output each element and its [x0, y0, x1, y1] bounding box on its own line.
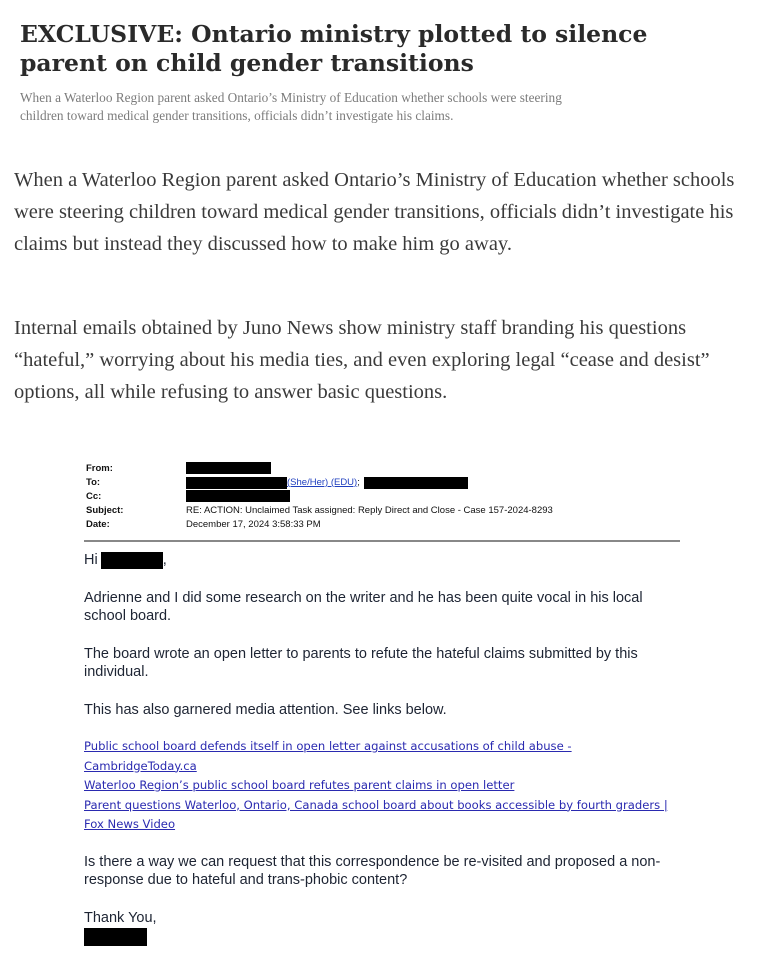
email-link-waterloo-region[interactable]: Waterloo Region’s public school board refutes parent claims in open letter	[84, 778, 515, 792]
email-body-paragraph-3: This has also garnered media attention. See links below.	[84, 702, 447, 718]
email-cc-value	[186, 490, 290, 502]
email-to-value	[186, 476, 468, 490]
email-to-suffix[interactable]: (She/Her) (EDU)	[287, 477, 358, 488]
email-subject-label: Subject:	[86, 505, 124, 516]
email-question: Is there a way we can request that this correspondence be re-visited and proposed a non-response due to hateful and trans-phobic content?	[84, 854, 661, 888]
redaction-bar	[186, 477, 287, 489]
email-greeting-comma: ,	[162, 552, 167, 568]
email-links	[84, 737, 684, 835]
email-greeting	[84, 551, 684, 569]
article-dek: When a Waterloo Region parent asked Ontario’s Ministry of Education whether schools were steering children toward medical gender transitions, officials didn’t investigate his claims.	[20, 90, 562, 123]
email-date-value: December 17, 2024 3:58:33 PM	[186, 519, 321, 530]
email-header-divider	[84, 540, 680, 542]
article-paragraph-2: Internal emails obtained by Juno News show ministry staff branding his questions “hateful,” worrying about his media ties, and even exploring legal “cease and desist” options, all while refusing to answer basic questions.	[14, 317, 710, 403]
article-headline: EXCLUSIVE: Ontario ministry plotted to silence parent on child gender transitions	[20, 20, 648, 77]
redaction-bar	[186, 490, 290, 502]
email-to-label: To:	[86, 477, 101, 488]
email-body-paragraph-2: The board wrote an open letter to parents to refute the hateful claims submitted by this individual.	[84, 646, 638, 680]
redaction-bar	[84, 928, 147, 946]
article-paragraph-1: When a Waterloo Region parent asked Ontario’s Ministry of Education whether schools were steering children toward medical gender transitions, officials didn’t investigate his claims but instead they discussed how to make him go away.	[14, 169, 735, 255]
email-to-separator: ;	[357, 477, 360, 488]
email-screenshot	[84, 462, 684, 952]
email-date-label: Date:	[86, 519, 110, 530]
email-greeting-word: Hi	[84, 552, 98, 568]
email-body-paragraph-1: Adrienne and I did some research on the writer and he has been quite vocal in his local school board.	[84, 590, 643, 624]
email-from-label: From:	[86, 463, 113, 474]
redaction-bar	[186, 462, 271, 474]
redaction-bar	[364, 477, 468, 489]
email-cc-label: Cc:	[86, 491, 102, 502]
email-from-value	[186, 462, 271, 474]
email-signoff: Thank You,	[84, 910, 157, 926]
email-subject-value: RE: ACTION: Unclaimed Task assigned: Reply Direct and Close - Case 157-2024-8293	[186, 505, 553, 516]
redaction-bar	[101, 552, 163, 569]
email-link-fox-news[interactable]: Parent questions Waterloo, Ontario, Canada school board about books accessible by fourth graders | Fox News Video	[84, 797, 668, 831]
email-link-cambridgetoday[interactable]: Public school board defends itself in open letter against accusations of child abuse - CambridgeToday.ca	[84, 739, 572, 773]
